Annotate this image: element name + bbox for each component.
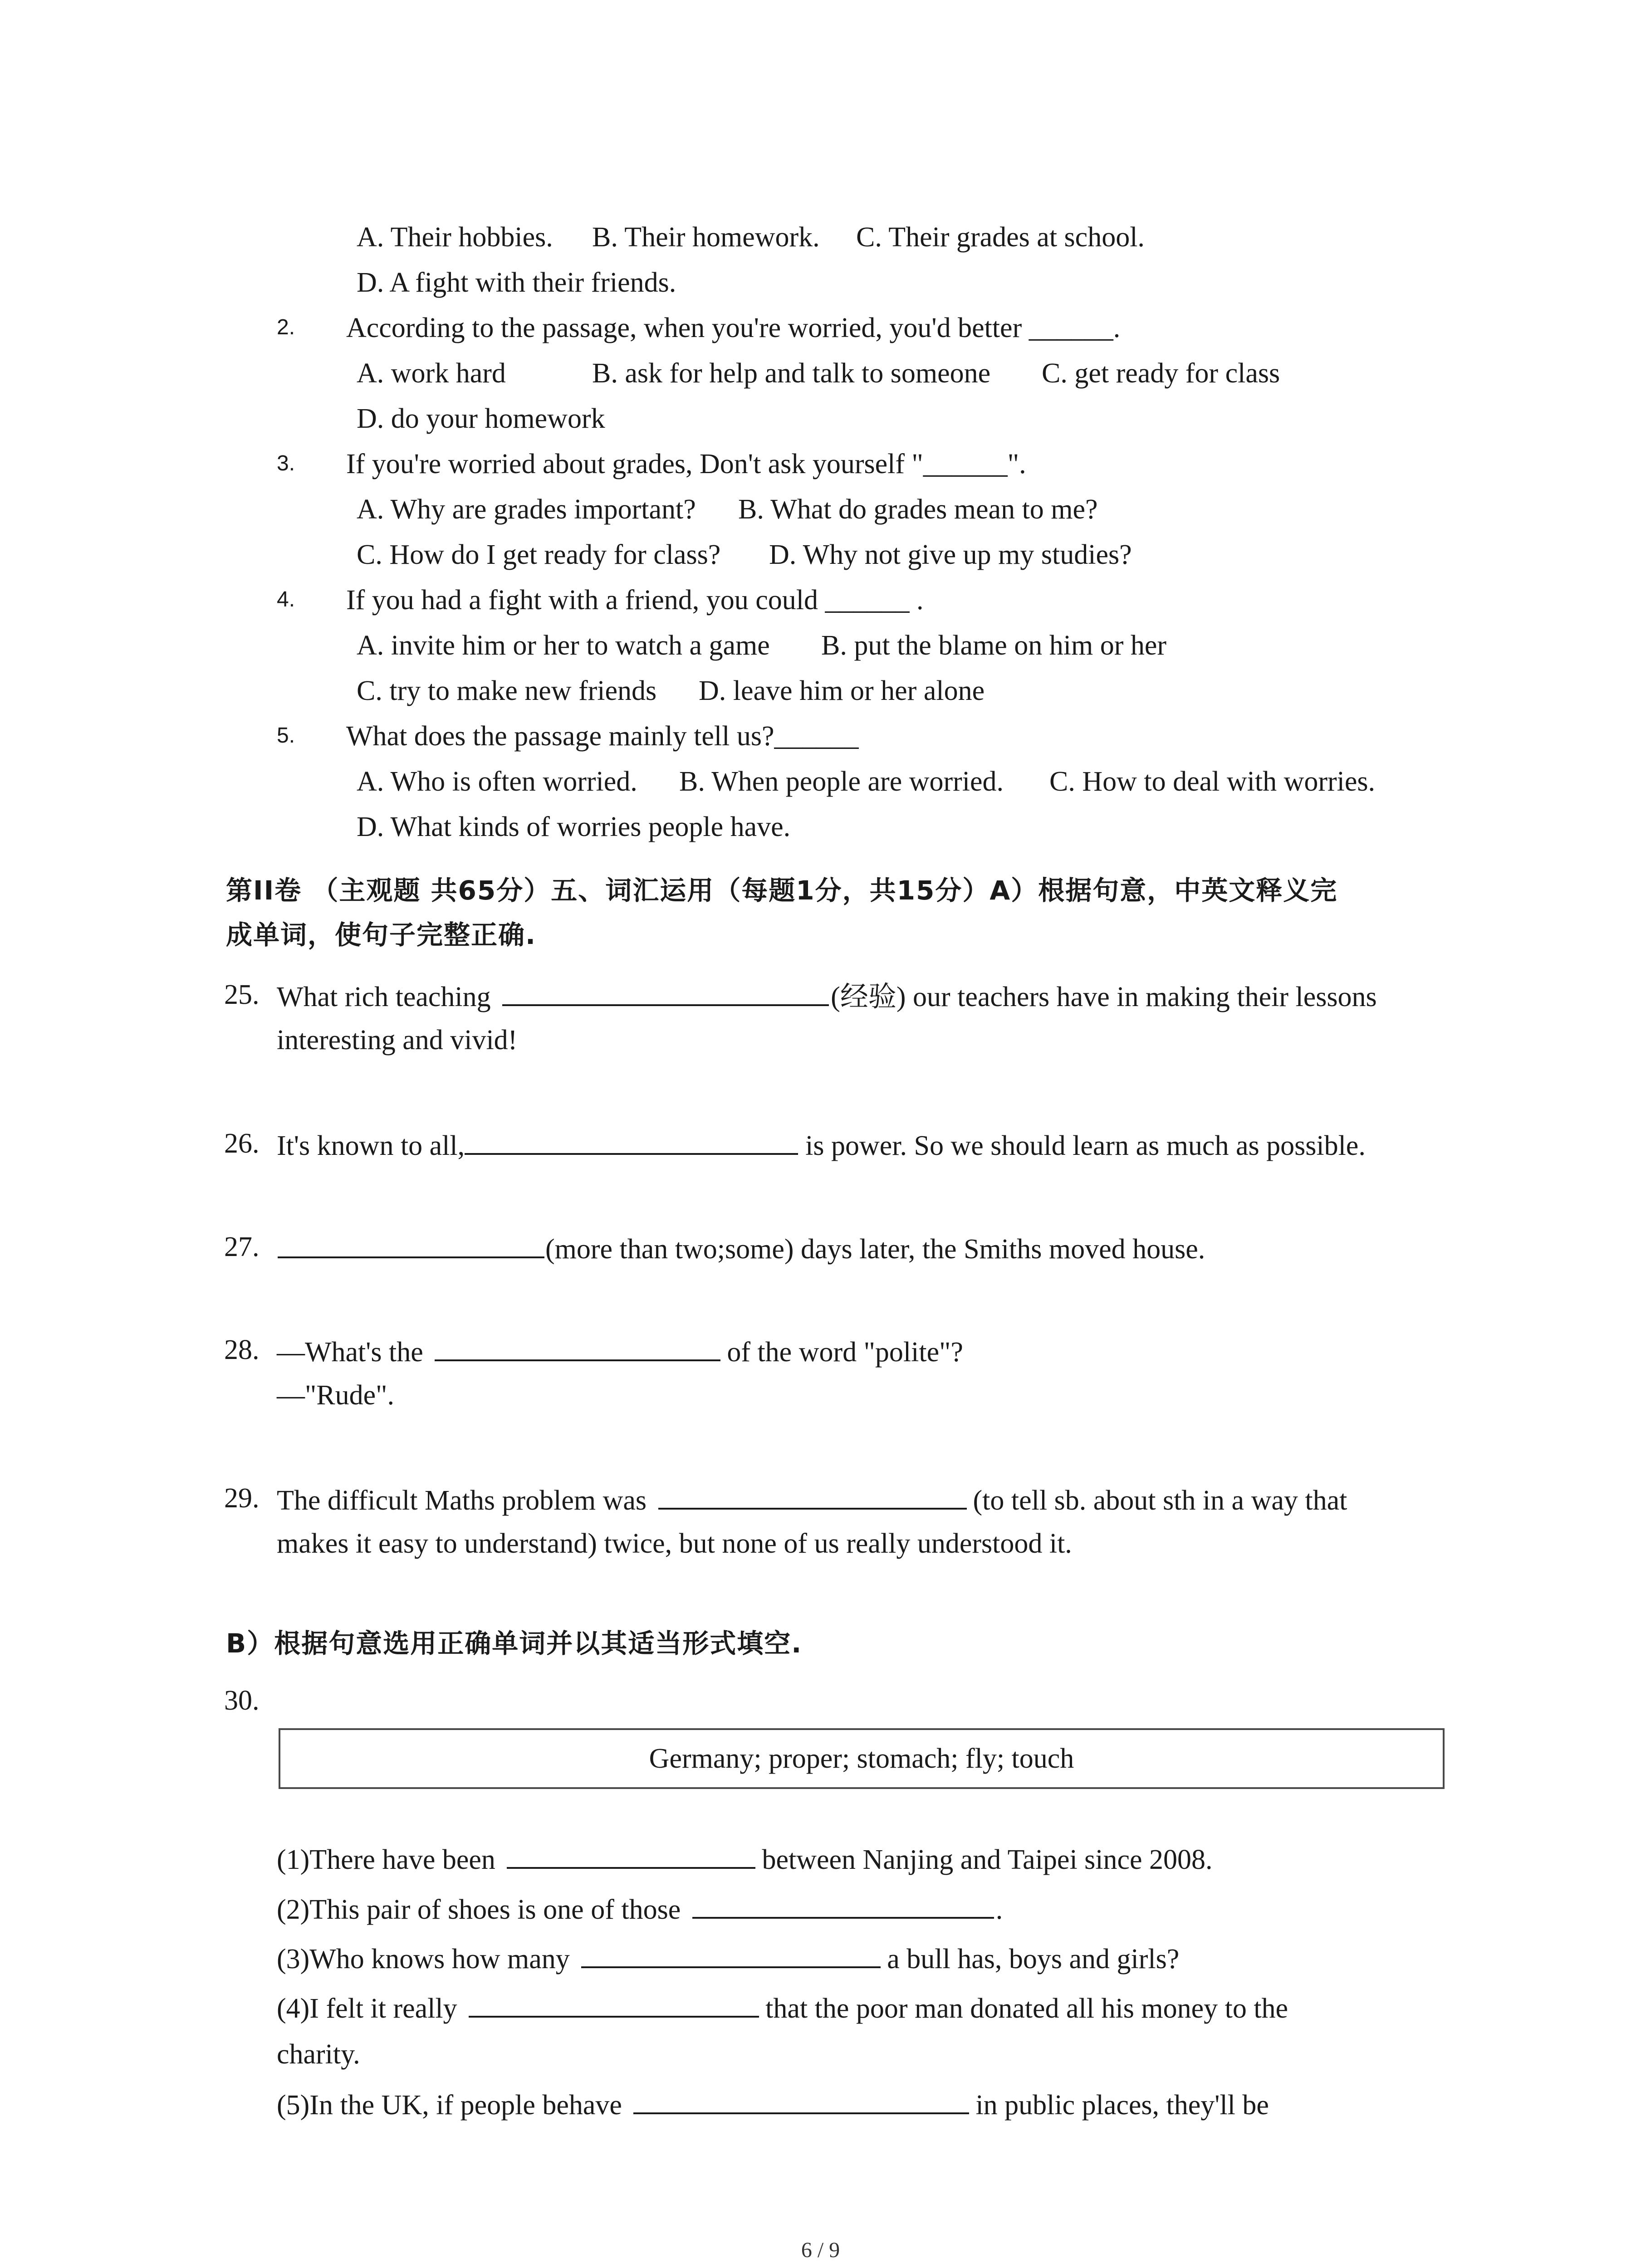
q2-option-b: B. ask for help and talk to someone [592, 358, 991, 389]
q25-text-after: (经验) our teachers have in making their lessons [831, 982, 1377, 1012]
q30-word-box [279, 1728, 1445, 1789]
q29-text-after: (to tell sb. about sth in a way that [973, 1485, 1347, 1516]
q30-sentence-5 [277, 2089, 1269, 2119]
section-2-heading-line-2: 成单词，使句子完整正确. [226, 919, 537, 950]
q30-sentence-1 [277, 1843, 1213, 1874]
q28-blank[interactable] [435, 1336, 720, 1361]
q30-s2-before: (2)This pair of shoes is one of those [277, 1894, 681, 1925]
q5-option-d: D. What kinds of worries people have. [357, 811, 791, 842]
q27-blank[interactable] [278, 1233, 544, 1258]
q28-line-2: —"Rude". [277, 1380, 394, 1411]
q2-option-d: D. do your homework [357, 403, 605, 434]
q2-option-a: A. work hard [357, 358, 506, 389]
q27-text-after: (more than two;some) days later, the Smiths moved house. [545, 1234, 1205, 1265]
page-number: 6 / 9 [801, 2238, 840, 2262]
q25-line-2: interesting and vivid! [277, 1025, 518, 1056]
q30-word-list: Germany; proper; stomach; fly; touch [649, 1743, 1074, 1774]
q30-s5-before: (5)In the UK, if people behave [277, 2090, 622, 2121]
q28-number: 28. [224, 1334, 260, 1365]
q28-text-after: of the word "polite"? [727, 1337, 963, 1368]
q28-line-1 [277, 1336, 963, 1366]
section-2-heading-line-1: 第II卷 （主观题 共65分）五、词汇运用（每题1分，共15分）A）根据句意，中英文释义完 [226, 875, 1338, 906]
q1-option-d: D. A fight with their friends. [357, 267, 676, 298]
section-b-heading: B）根据句意选用正确单词并以其适当形式填空. [226, 1628, 803, 1659]
q29-blank[interactable] [658, 1484, 967, 1510]
q26-line [277, 1129, 1366, 1160]
q29-text-before: The difficult Maths problem was [277, 1485, 647, 1516]
q30-s4-after: that the poor man donated all his money to the [765, 1993, 1288, 2024]
q26-number: 26. [224, 1128, 260, 1159]
q30-s3-before: (3)Who knows how many [277, 1944, 570, 1975]
q25-blank[interactable] [502, 981, 829, 1006]
q3-stem: If you're worried about grades, Don't ask yourself "______". [346, 449, 1026, 479]
q25-number: 25. [224, 979, 260, 1010]
q30-s2-after: . [995, 1894, 1003, 1925]
q4-option-c: C. try to make new friends [357, 675, 657, 706]
q29-line-2: makes it easy to understand) twice, but none of us really understood it. [277, 1528, 1072, 1559]
q4-option-b: B. put the blame on him or her [821, 630, 1167, 661]
q30-s3-after: a bull has, boys and girls? [887, 1944, 1180, 1975]
q28-text-before: —What's the [277, 1337, 423, 1368]
q4-option-d: D. leave him or her alone [699, 675, 985, 706]
q30-s5-blank[interactable] [633, 2089, 969, 2114]
q3-option-b: B. What do grades mean to me? [738, 494, 1098, 525]
q29-line-1 [277, 1484, 1347, 1515]
q2-stem: According to the passage, when you're worried, you'd better ______. [346, 313, 1121, 343]
q30-s1-after: between Nanjing and Taipei since 2008. [762, 1844, 1213, 1875]
q25-text-before: What rich teaching [277, 982, 491, 1012]
q5-option-b: B. When people are worried. [679, 766, 1004, 797]
q5-number: 5. [277, 723, 295, 748]
q2-number: 2. [277, 315, 295, 339]
q30-sentence-4 [277, 1992, 1288, 2023]
q4-option-a: A. invite him or her to watch a game [357, 630, 770, 661]
q3-option-a: A. Why are grades important? [357, 494, 696, 525]
q30-s5-after: in public places, they'll be [975, 2090, 1269, 2121]
q26-text-after: is power. So we should learn as much as possible. [805, 1130, 1366, 1161]
q27-number: 27. [224, 1232, 260, 1262]
q30-sentence-3 [277, 1943, 1179, 1973]
q27-line [278, 1233, 1205, 1263]
q5-option-a: A. Who is often worried. [357, 766, 637, 797]
q30-sentence-2 [277, 1893, 1003, 1924]
q4-stem: If you had a fight with a friend, you could ______ . [346, 585, 924, 616]
q4-number: 4. [277, 587, 295, 611]
q30-sentence-4-line-2: charity. [277, 2039, 360, 2070]
q29-number: 29. [224, 1483, 260, 1514]
q2-option-c: C. get ready for class [1042, 358, 1280, 389]
q5-stem: What does the passage mainly tell us?______ [346, 721, 859, 752]
q30-s3-blank[interactable] [581, 1943, 881, 1968]
q1-option-b: B. Their homework. [592, 222, 820, 253]
q26-blank[interactable] [465, 1129, 798, 1155]
q3-number: 3. [277, 451, 295, 475]
q25-line-1 [277, 981, 1377, 1011]
q5-option-c: C. How to deal with worries. [1049, 766, 1376, 797]
q1-option-c: C. Their grades at school. [856, 222, 1145, 253]
q3-option-d: D. Why not give up my studies? [769, 539, 1132, 570]
q3-option-c: C. How do I get ready for class? [357, 539, 721, 570]
q30-s1-blank[interactable] [507, 1843, 755, 1869]
q30-s2-blank[interactable] [692, 1893, 994, 1919]
q30-s4-before: (4)I felt it really [277, 1993, 457, 2024]
q1-option-a: A. Their hobbies. [357, 222, 553, 253]
q30-number: 30. [224, 1685, 260, 1716]
q30-s1-before: (1)There have been [277, 1844, 495, 1875]
q26-text-before: It's known to all, [277, 1130, 465, 1161]
q30-s4-blank[interactable] [469, 1992, 759, 2018]
